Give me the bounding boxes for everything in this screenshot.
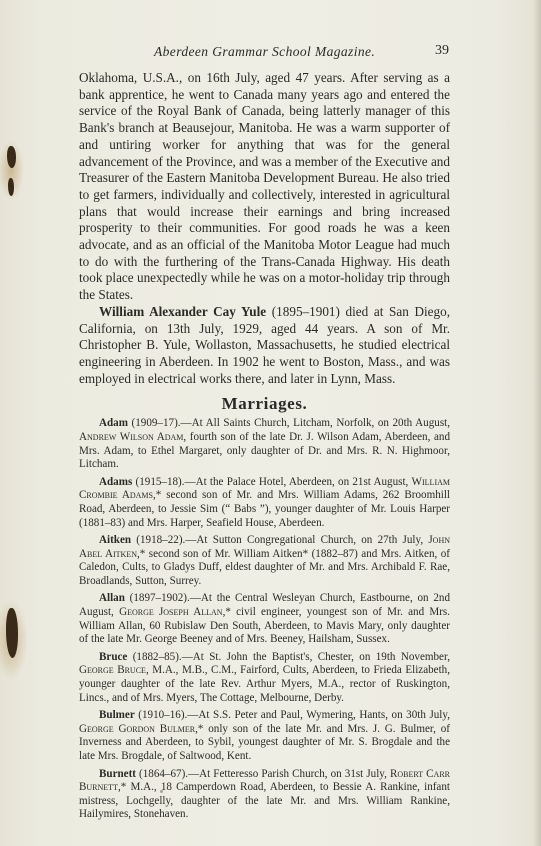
entry-details: (1897–1902).—At the Central Wesleyan Church, Eastbourne, on 2nd August,: [79, 592, 450, 619]
marriage-entry: [79, 651, 450, 705]
entry-surname: Bruce: [99, 650, 128, 663]
entry-surname: Aitken: [99, 534, 132, 547]
entry-groom-name: Robert Carr Burnett: [79, 767, 450, 794]
entry-rest: ,* only son of the late Mr. and Mrs. J. G. Bulmer, of Inverness and Aberdeen, to Sybil, youngest daughter of Mr. S. Brogdale and the late Mrs. Brogdale, of Saltwood, Kent.: [79, 722, 450, 763]
binding-stain-bottom: [6, 608, 18, 658]
entry-groom-name: George Joseph Allan: [119, 606, 223, 619]
entry-rest: ,* second son of Mr. William Aitken* (1882–87) and Mrs. Aitken, of Caledon, Cults, to Gladys Duff, eldest daughter of Mr. and Mrs. Archibald F. Rae, Broadlands, Sutton, Surrey.: [79, 547, 450, 587]
entry-surname: Adams: [99, 475, 133, 488]
binding-stain-top: [7, 146, 16, 168]
binding-stain-mid: [8, 178, 14, 196]
obituary-name: William Alexander Cay Yule: [99, 303, 267, 319]
entry-rest: , fourth son of the late Dr. J. Wilson Adam, Aberdeen, and Mrs. Adam, to Ethel Margaret, only daughter of Dr. and Mrs. R. N. Highmoor, Litcham.: [79, 430, 450, 471]
entry-groom-name: Andrew Wilson Adam: [79, 430, 184, 443]
entry-details: (1882–85).—At St. John the Baptist's, Chester, on 19th November,: [127, 650, 450, 663]
entry-details: (1915–18).—At the Palace Hotel, Aberdeen, on 21st August,: [132, 475, 412, 488]
entry-surname: Allan: [99, 592, 125, 605]
entry-details: (1909–17).—At All Saints Church, Litcham, Norfolk, on 20th August,: [127, 417, 450, 430]
page-number: 39: [435, 43, 449, 58]
entry-details: (1864–67).—At Fetteresso Parish Church, on 31st July,: [135, 767, 390, 780]
entry-groom-name: George Gordon Bulmer: [79, 722, 196, 735]
entry-groom-name: William Crombie Adams: [79, 475, 450, 502]
obituary-continued: [79, 70, 450, 304]
marriage-entry: [79, 417, 450, 471]
obituary-continued-text: Oklahoma, U.S.A., on 16th July, aged 47 years. After serving as a bank apprentice, he went to Canada many years ago and entered the service of the Royal Bank of Canada, being latterly manager of this Bank's branch at Beausejour, Manitoba. He was a warm supporter of and untiring worker for anything that was for the general advancement of the Province, and was a member of the Executive and Treasurer of the Eastern Manitoba Development Bureau. He also tried to get farmers, individually and collectively, interested in agricultural plans that would increase their earnings and bring increased prosperity to their communities. For good roads he was a keen advocate, and as an official of the Manitoba Motor League had much to do with the furthering of the Trans-Canada Highway. His death took place unexpectedly while he was on a motor-holiday trip through the States.: [79, 70, 450, 303]
entry-surname: Adam: [99, 417, 128, 430]
marriage-entry: [79, 592, 450, 646]
entry-rest: ,* civil engineer, youngest son of Mr. and Mrs. William Allan, 60 Rubislaw Den South, Aberdeen, to Mavis Mary, only daughter of the late Mr. George Beeney and of Mrs. Beeney, Hailsham, Sussex.: [79, 606, 451, 646]
entry-details: (1918–22).—At Sutton Congregational Church, on 27th July,: [131, 534, 429, 547]
marriage-entry: [79, 709, 450, 763]
entry-rest: ,* M.A., 18 Camperdown Road, Aberdeen, to Bessie A. Rankine, infant mistress, Lochgelly, daughter of the late Mr. and Mrs. William Rankine, Hailymires, Stonehaven.: [79, 781, 450, 821]
entry-groom-name: George Bruce: [79, 664, 146, 677]
marriage-entry: [79, 476, 450, 530]
entry-details: (1910–16).—At S.S. Peter and Paul, Wymering, Hants, on 30th July,: [134, 709, 450, 722]
entry-rest: , M.A., M.B., C.M., Fairford, Cults, Aberdeen, to Frieda Elizabeth, younger daughter of the late Rev. Arthur Myers, M.A., rector of Ruskington, Lincs., and of Mrs. Myers, The Cottage, Melbourne, Derby.: [79, 664, 450, 704]
running-title: Aberdeen Grammar School Magazine.: [154, 44, 376, 59]
running-header: [0, 44, 541, 64]
entry-rest: ,* second son of Mr. and Mrs. William Adams, 262 Broomhill Road, Aberdeen, to Jessie Sim (“ Babs ”), younger daughter of Mr. Louis Harper (1881–83) and Mrs. Harper, Seafield House, Aberdeen.: [79, 489, 450, 529]
entry-groom-name: John Abel Aitken: [79, 534, 450, 560]
entry-surname: Burnett: [99, 767, 136, 780]
obituary-yule-text: (1895–1901) died at San Diego, California, on 13th July, 1929, aged 44 years. A son of Mr. Christopher B. Yule, Wollaston, Massachusetts, he studied electrical engineering in Aberdeen. In 1902 he went to Boston, Mass., and was employed in electrical works there, and later in Lynn, Mass.: [79, 303, 450, 386]
page-edge-shadow: [533, 0, 541, 846]
marriage-entry: [79, 768, 450, 822]
marriages-heading: Marriages.: [221, 394, 308, 414]
page-body: [79, 70, 450, 826]
marriage-entry: [79, 534, 450, 588]
obituary-yule: [79, 304, 450, 388]
entry-surname: Bulmer: [99, 709, 135, 722]
